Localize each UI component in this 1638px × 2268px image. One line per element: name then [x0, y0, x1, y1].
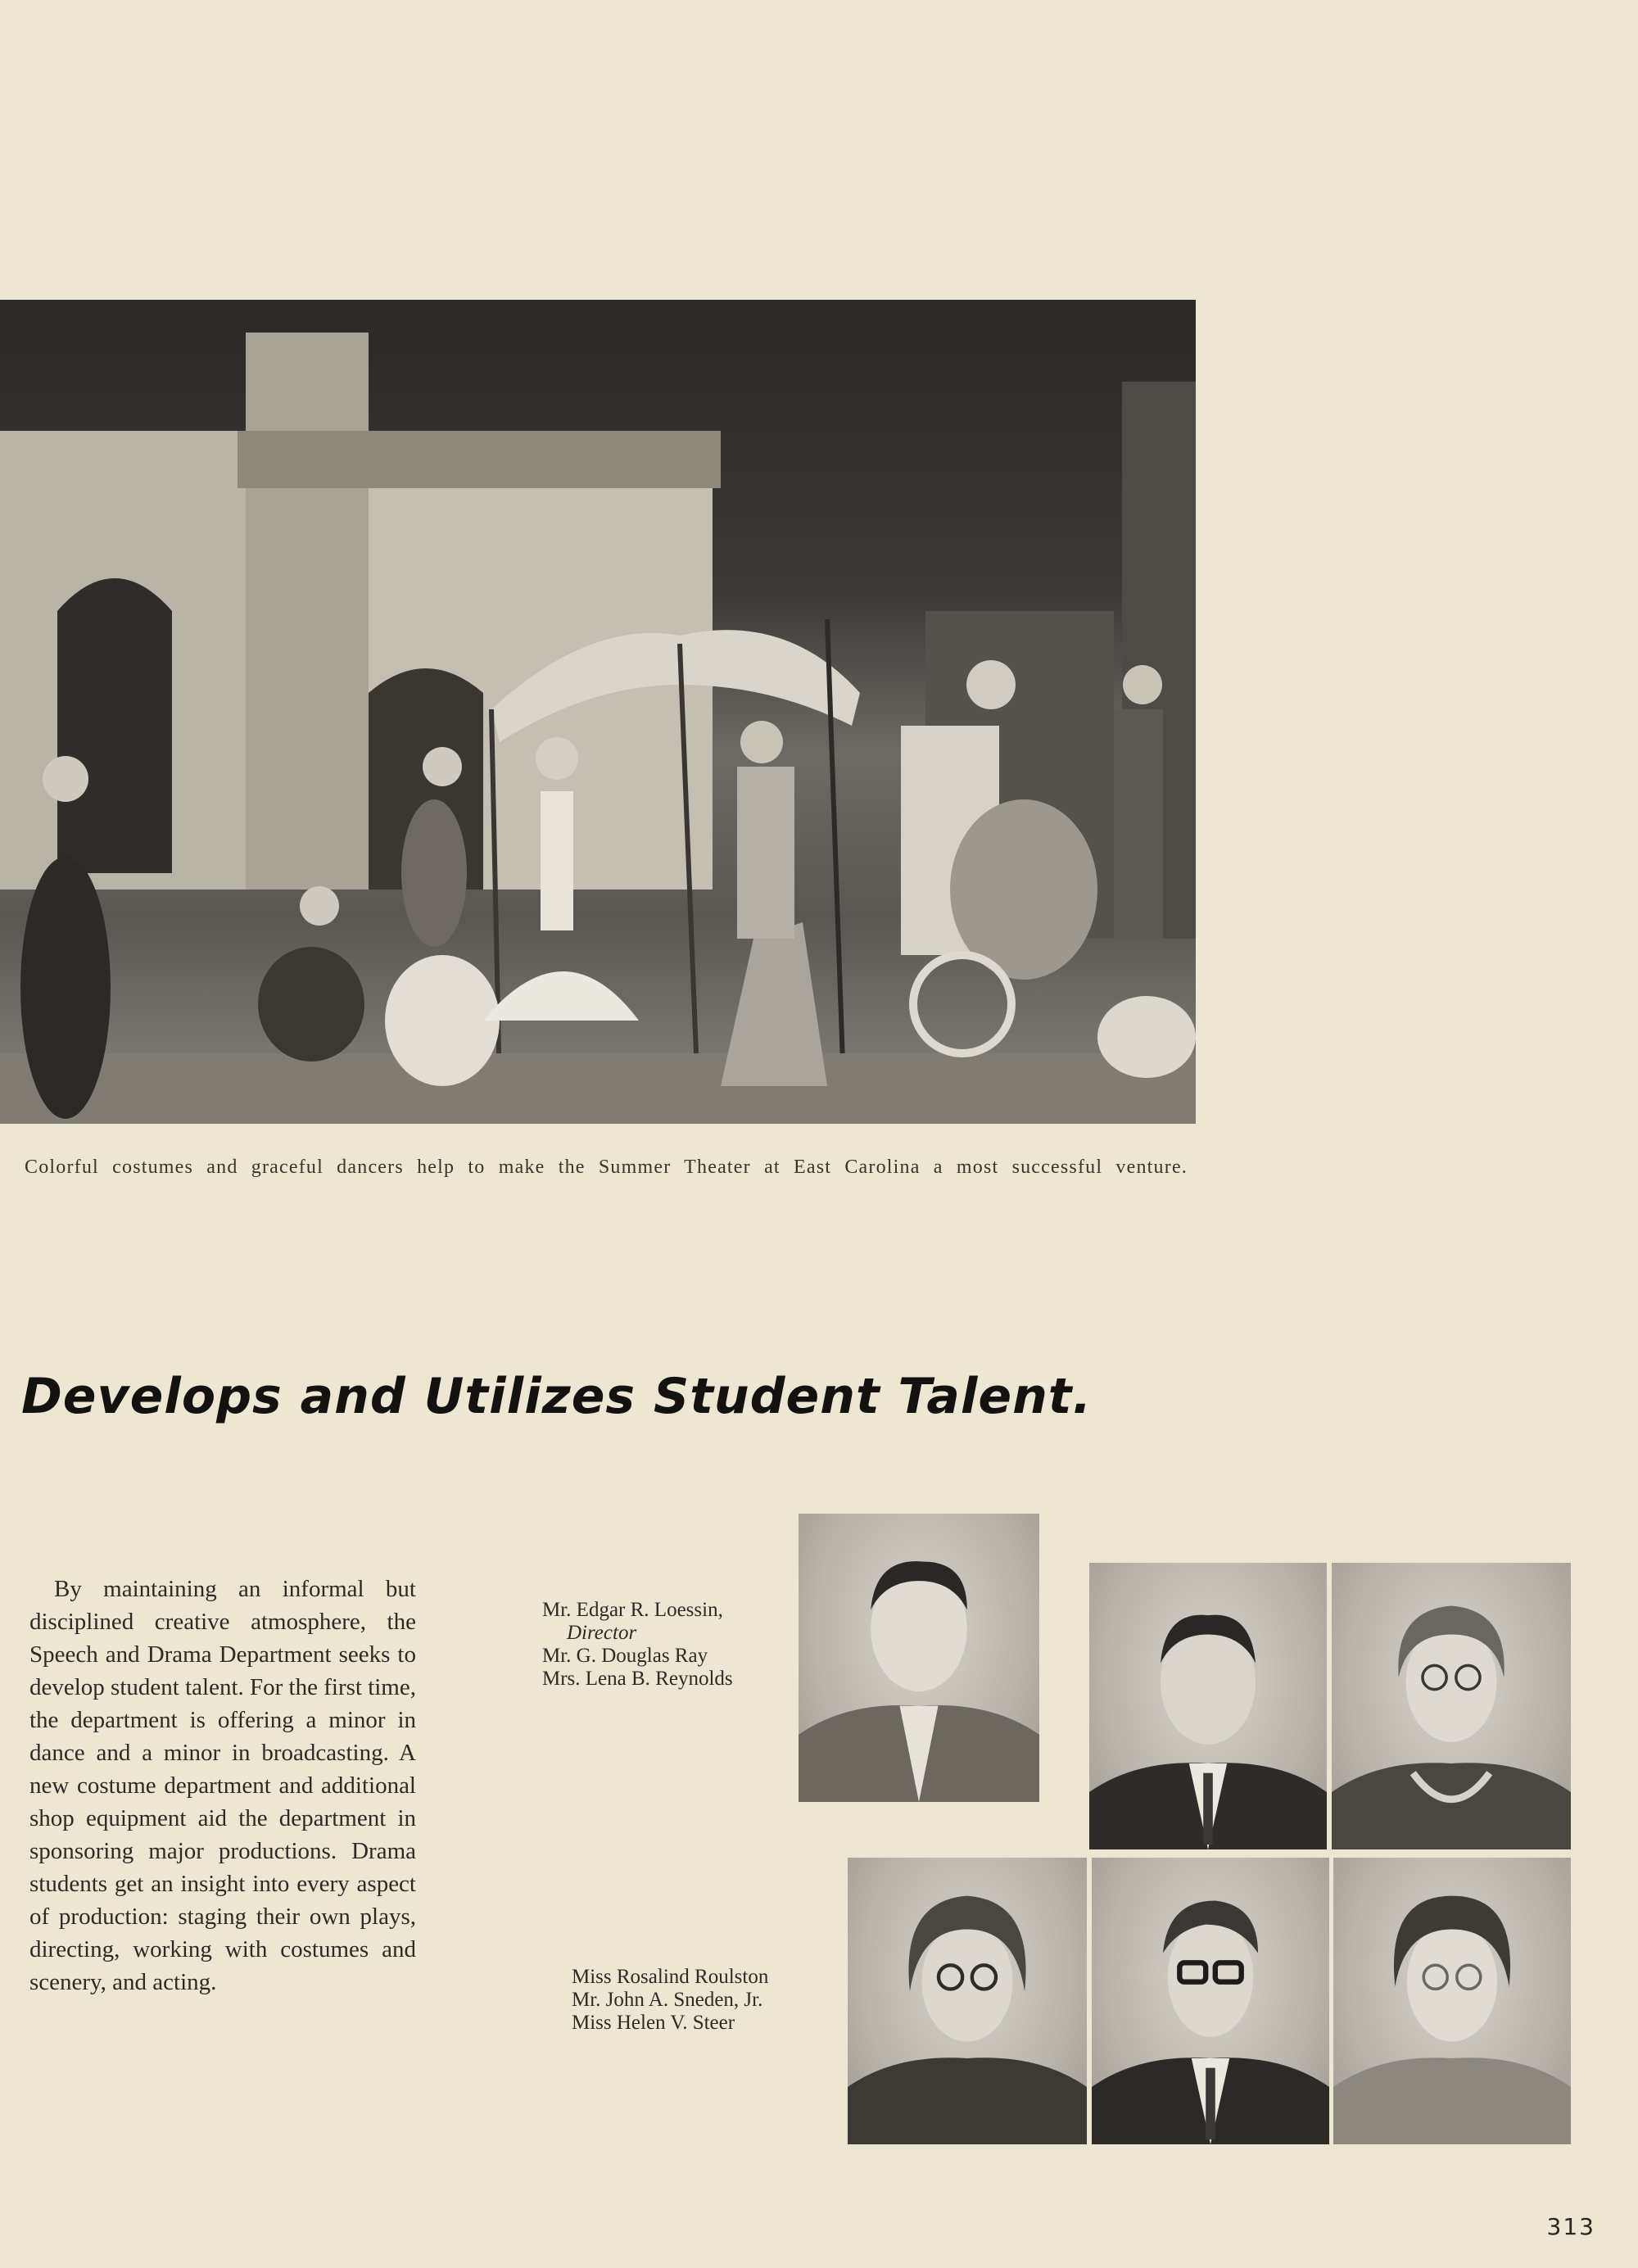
- portrait-loessin: [799, 1514, 1039, 1802]
- faculty-name-loessin: Mr. Edgar R. Loessin,: [542, 1599, 723, 1621]
- portrait-reynolds: [1332, 1563, 1571, 1849]
- portrait-ray: [1089, 1563, 1327, 1849]
- photo-caption: Colorful costumes and graceful dancers help to make the Summer Theater at East Carolina a most successful venture.: [25, 1157, 1188, 1178]
- faculty-name-ray: Mr. G. Douglas Ray: [542, 1645, 708, 1667]
- stage-photo: [0, 300, 1196, 1124]
- page-number: 313: [1546, 2213, 1595, 2240]
- faculty-name-steer: Miss Helen V. Steer: [572, 2012, 735, 2034]
- faculty-role-director: Director: [567, 1622, 637, 1644]
- body-paragraph: [29, 1573, 416, 1999]
- portrait-steer: [1333, 1858, 1571, 2144]
- faculty-name-roulston: Miss Rosalind Roulston: [572, 1966, 769, 1988]
- faculty-name-sneden: Mr. John A. Sneden, Jr.: [572, 1989, 763, 2011]
- portrait-roulston: [848, 1858, 1087, 2144]
- faculty-name-reynolds: Mrs. Lena B. Reynolds: [542, 1668, 733, 1690]
- faculty-names-top: [542, 1599, 804, 1691]
- body-paragraph-text: By maintaining an informal but disciplined creative atmosphere, the Speech and Drama Department seeks to develop student talent. For the first time, the department is offering a minor in dance and a minor in broadcasting. A new costume department and additional shop equipment aid the department in sponsoring major productions. Drama students get an insight into every aspect of production: staging their own plays, directing, working with costumes and scenery, and acting.: [29, 1576, 416, 1995]
- portrait-sneden: [1092, 1858, 1329, 2144]
- section-headline: Develops and Utilizes Student Talent.: [21, 1368, 1093, 1425]
- faculty-names-bottom: [572, 1966, 834, 2035]
